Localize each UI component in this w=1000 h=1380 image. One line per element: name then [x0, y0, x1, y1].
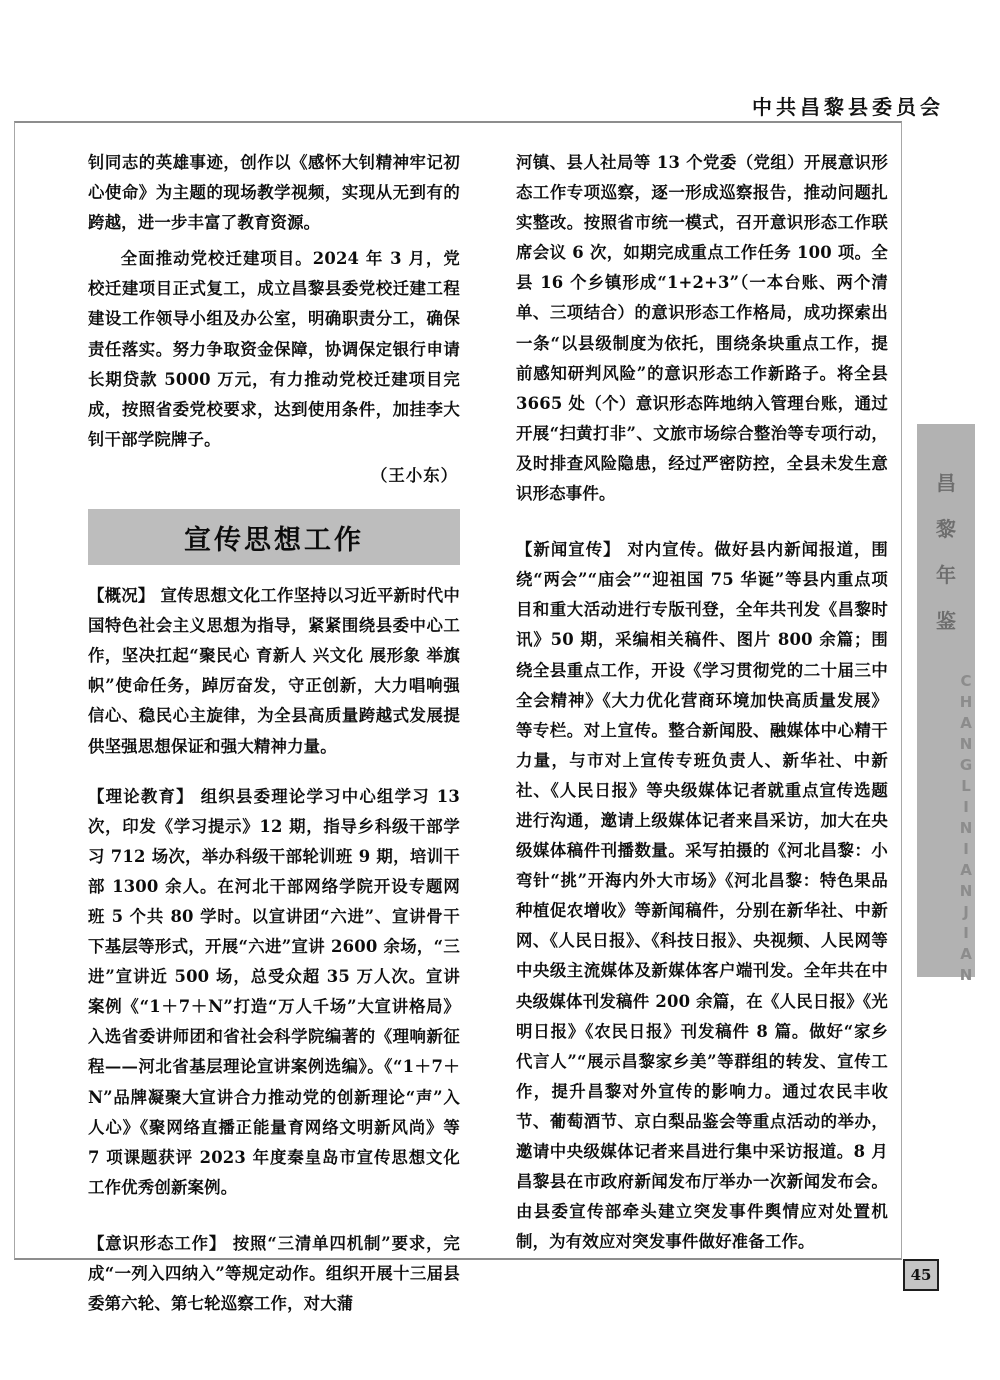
entry-news-publicity: 【新闻宣传】 对内宣传。做好县内新闻报道，围绕“两会”“庙会”“迎祖国 75 华诞”等县内重点项目和重大活动进行专版刊登，全年共刊发《昌黎时讯》50 期，采编相关稿件、图片 800 余篇；围绕全县重点工作，开设《学习贯彻党的二十届三中全会精神》《大力优化营商环境加快高质量发展》等专栏。对上宣传。整合新闻股、融媒体中心精干力量，与市对上宣传专班负责人、新华社、中新社、《人民日报》等央级媒体记者就重点宣传选题进行沟通，邀请上级媒体记者来昌采访，加大在央级媒体稿件刊播数量。采写拍摄的《河北昌黎：小弯针“挑”开海内外大市场》《河北昌黎：特色果品种植促农增收》等新闻稿件，分别在新华社、中新网、《人民日报》、《科技日报》、央视频、人民网等中央级主流媒体及新媒体客户端刊发。全年共在中央级媒体刊发稿件 200 余篇，在《人民日报》《光明日报》《农民日报》刊发稿件 8 篇。做好“家乡代言人”“展示昌黎家乡美”等群组的转发、宣传工作，提升昌黎对外宣传的影响力。通过农民丰收节、葡萄酒节、京白梨品鉴会等重点活动的举办，邀请中央级媒体记者来昌进行集中采访报道。8 月昌黎县在市政府新闻发布厅举办一次新闻发布会。由县委宣传部牵头建立突发事件舆情应对处置机制，为有效应对突发事件做好准备工作。 — [516, 540, 888, 1252]
side-tab-char-2: 黎 — [936, 517, 956, 541]
author-attribution: （王小东） — [371, 465, 458, 485]
paragraph-party-school: 全面推动党校迁建项目。2024 年 3 月，党校迁建项目正式复工，成立昌黎县委党校迁建工程建设工作领导小组及办公室，明确职责分工，确保责任落实。努力争取资金保障，协调保定银行申请长期贷款 5000 万元，有力推动党校迁建项目完成，按照省委党校要求，达到使用条件，加挂李大钊干部学院牌子。 — [88, 249, 460, 449]
entry-overview: 【概况】 宣传思想文化工作坚持以习近平新时代中国特色社会主义思想为指导，紧紧围绕县委中心工作，坚决扛起“聚民心 育新人 兴文化 展形象 举旗帜”使命任务，踔厉奋发，守正创新，大力唱响强信心、稳民心主旋律，为全县高质量跨越式发展提供坚强思想保证和强大精神力量。 — [88, 586, 460, 756]
running-header-title: 中共昌黎县委员会 — [752, 95, 944, 119]
entry-spacer — [88, 768, 460, 782]
section-heading-title: 宣传思想工作 — [184, 524, 364, 556]
side-tab-char-4: 鉴 — [936, 609, 956, 633]
side-tab-char-3: 年 — [936, 563, 956, 587]
side-tab-pinyin-label: CHANGLINIANJIAN — [957, 672, 975, 987]
side-thumb-tab — [917, 424, 975, 987]
side-tab-chinese-label — [917, 460, 975, 644]
left-column — [88, 148, 460, 1314]
paragraph-carry-over: 钊同志的英雄事迹，创作以《感怀大钊精神牢记初心使命》为主题的现场教学视频，实现从无到有的跨越，进一步丰富了教育资源。 — [88, 153, 460, 233]
entry-spacer — [88, 1209, 460, 1229]
right-column — [516, 148, 888, 1252]
entry-spacer — [516, 515, 888, 535]
section-heading-band — [88, 509, 460, 565]
entry-ideology-continued: 河镇、县人社局等 13 个党委（党组）开展意识形态工作专项巡察，逐一形成巡察报告，推动问题扎实整改。按照省市统一模式，召开意识形态工作联席会议 6 次，如期完成重点工作任务 100 项。全县 16 个乡镇形成“1+2+3”（一本台账、两个清单、三项结合）的意识形态工作格局，成功探索出一条“以县级制度为依托，围绕条块重点工作，提前感知研判风险”的意识形态工作新路子。将全县 3665 处（个）意识形态阵地纳入管理台账，通过开展“扫黄打非”、文旅市场综合整治等专项行动，及时排查风险隐患，经过严密防控，全县未发生意识形态事件。 — [516, 153, 888, 504]
page-number: 45 — [903, 1259, 939, 1291]
side-tab-char-1: 昌 — [936, 471, 956, 495]
entry-theory-education: 【理论教育】 组织县委理论学习中心组学习 13 次，印发《学习提示》12 期，指导乡科级干部学习 712 场次，举办科级干部轮训班 9 期，培训干部 1300 余人。在河北干部网络学院开设专题网班 5 个共 80 学时。以宣讲团“六进”、宣讲骨干下基层等形式，开展“六进”宣讲 2600 余场，“三进”宣讲近 500 场，总受众超 35 万人次。宣讲案例《“1＋7＋N”打造“万人千场”大宣讲格局》入选省委讲师团和省社会科学院编著的《理响新征程——河北省基层理论宣讲案例选编》。《“1＋7＋N”品牌凝聚大宣讲合力推动党的创新理论“声”入人心》《聚网络直播正能量育网络文明新风尚》等 7 项课题获评 2023 年度秦皇岛市宣传思想文化工作优秀创新案例。 — [88, 786, 460, 1197]
entry-ideology-work: 【意识形态工作】 按照“三清单四机制”要求，完成“一列入四纳入”等规定动作。组织开展十三届县委第六轮、第七轮巡察工作，对大蒲 — [88, 1233, 460, 1314]
page-body — [88, 148, 888, 1314]
